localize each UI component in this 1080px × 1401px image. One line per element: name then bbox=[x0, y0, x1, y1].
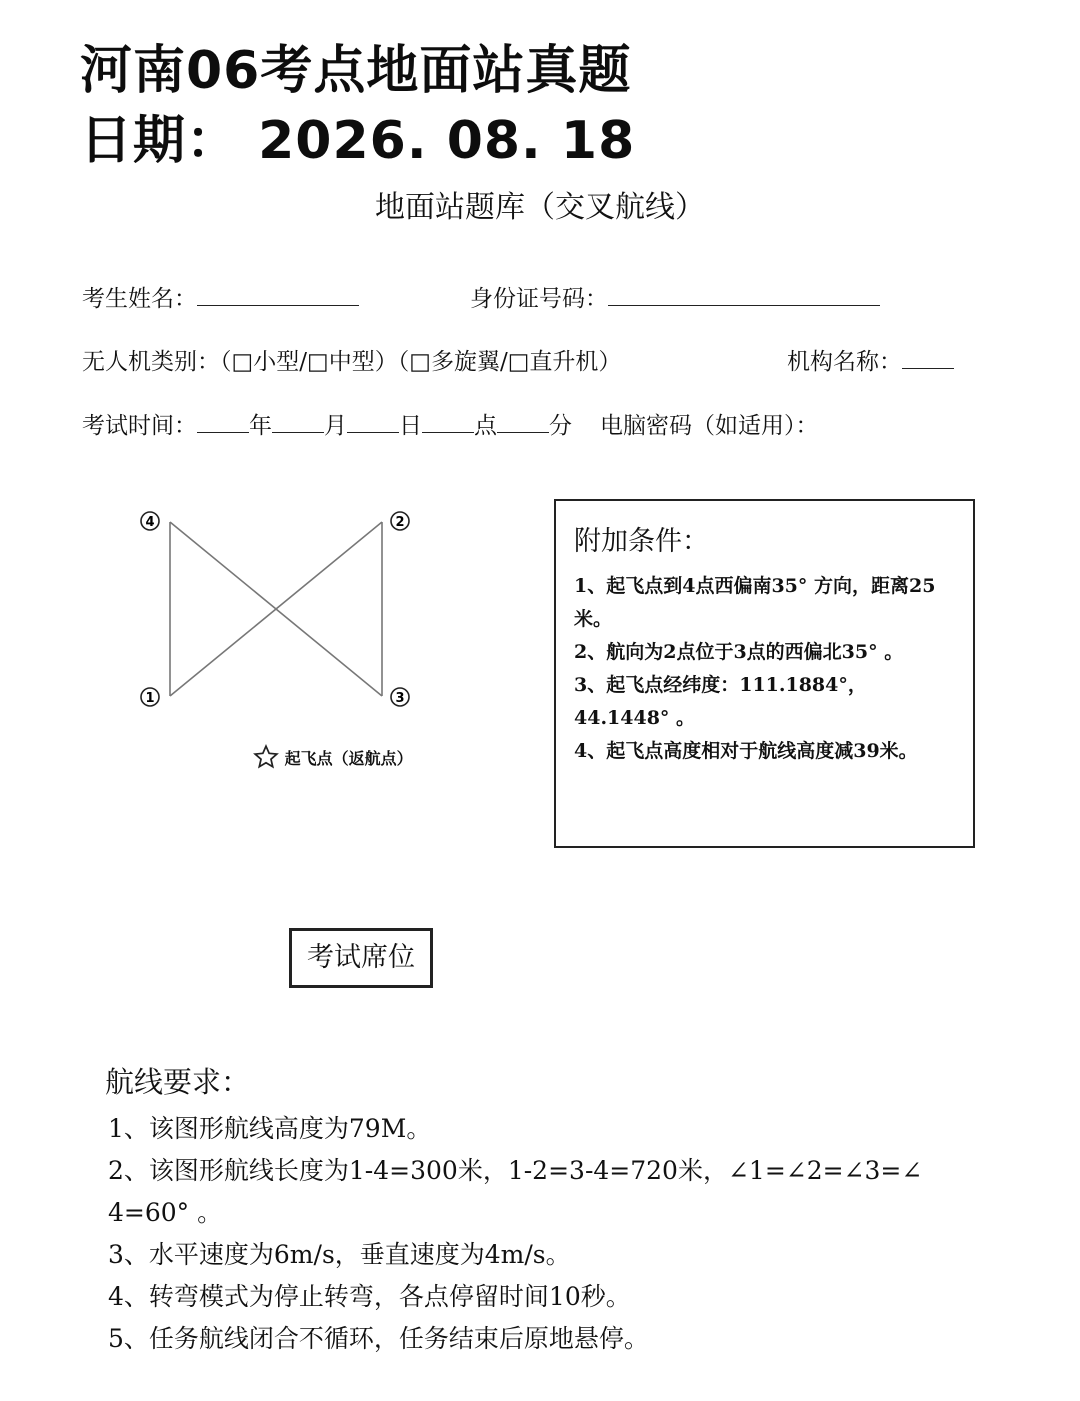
requirement-item: 3、水平速度为6m/s，垂直速度为4m/s。 bbox=[108, 1240, 571, 1269]
requirement-item: 4=60° 。 bbox=[108, 1198, 223, 1227]
candidate-name-label: 考生姓名： bbox=[82, 286, 197, 312]
condition-item: 3、起飞点经纬度：111.1884°，44.1448° 。 bbox=[574, 674, 867, 729]
svg-text:3: 3 bbox=[395, 691, 405, 706]
requirements-list bbox=[108, 1108, 922, 1360]
org-name-field[interactable] bbox=[902, 346, 954, 369]
minute-label: 分 bbox=[549, 413, 572, 439]
month-label: 月 bbox=[324, 413, 347, 439]
svg-text:2: 2 bbox=[395, 515, 405, 530]
hour-field[interactable] bbox=[422, 410, 474, 433]
uav-category-label: 无人机类别： bbox=[82, 349, 220, 375]
org-name-row bbox=[787, 343, 954, 376]
id-number-row bbox=[470, 280, 880, 313]
uav-category-row bbox=[82, 343, 621, 376]
exam-time-row bbox=[82, 407, 819, 440]
route-diagram bbox=[130, 500, 430, 720]
page-heading: 河南06考点地面站真题 bbox=[80, 41, 632, 101]
requirement-item: 4、转弯模式为停止转弯，各点停留时间10秒。 bbox=[108, 1282, 631, 1311]
year-field[interactable] bbox=[197, 410, 249, 433]
candidate-name-row bbox=[82, 280, 359, 313]
exam-seat-box: 考试席位 bbox=[289, 928, 433, 988]
candidate-name-field[interactable] bbox=[197, 283, 359, 306]
year-label: 年 bbox=[249, 413, 272, 439]
day-label: 日 bbox=[399, 413, 422, 439]
exam-date: 日期： 2026. 08. 18 bbox=[80, 111, 636, 171]
day-field[interactable] bbox=[347, 410, 399, 433]
takeoff-legend bbox=[253, 744, 413, 770]
uav-size-options[interactable]: （□小型/□中型） bbox=[220, 349, 398, 375]
requirements-title: 航线要求： bbox=[105, 1065, 251, 1099]
takeoff-legend-label: 起飞点（返航点） bbox=[284, 749, 413, 768]
star-icon bbox=[253, 744, 279, 770]
condition-item: 4、起飞点高度相对于航线高度减39米。 bbox=[574, 740, 918, 762]
svg-text:1: 1 bbox=[145, 691, 155, 706]
exam-time-label: 考试时间： bbox=[82, 413, 197, 439]
document-title: 地面站题库（交叉航线） bbox=[375, 190, 705, 225]
condition-item: 1、起飞点到4点西偏南35° 方向，距离25米。 bbox=[574, 575, 936, 630]
svg-text:4: 4 bbox=[145, 515, 155, 530]
requirement-item: 5、任务航线闭合不循环，任务结束后原地悬停。 bbox=[108, 1324, 649, 1353]
id-number-label: 身份证号码： bbox=[470, 286, 608, 312]
uav-type-options[interactable]: （□多旋翼/□直升机） bbox=[397, 349, 622, 375]
hour-label: 点 bbox=[474, 413, 497, 439]
minute-field[interactable] bbox=[497, 410, 549, 433]
id-number-field[interactable] bbox=[608, 283, 880, 306]
condition-item: 2、航向为2点位于3点的西偏北35° 。 bbox=[574, 641, 904, 663]
requirement-item: 1、该图形航线高度为79M。 bbox=[108, 1114, 432, 1143]
org-name-label: 机构名称： bbox=[787, 349, 902, 375]
month-field[interactable] bbox=[272, 410, 324, 433]
conditions-box bbox=[554, 499, 975, 848]
pc-password-label: 电脑密码（如适用）： bbox=[600, 413, 819, 439]
conditions-title: 附加条件： bbox=[574, 526, 709, 557]
requirement-item: 2、该图形航线长度为1-4=300米，1-2=3-4=720米，∠1=∠2=∠3=∠ bbox=[108, 1156, 923, 1185]
